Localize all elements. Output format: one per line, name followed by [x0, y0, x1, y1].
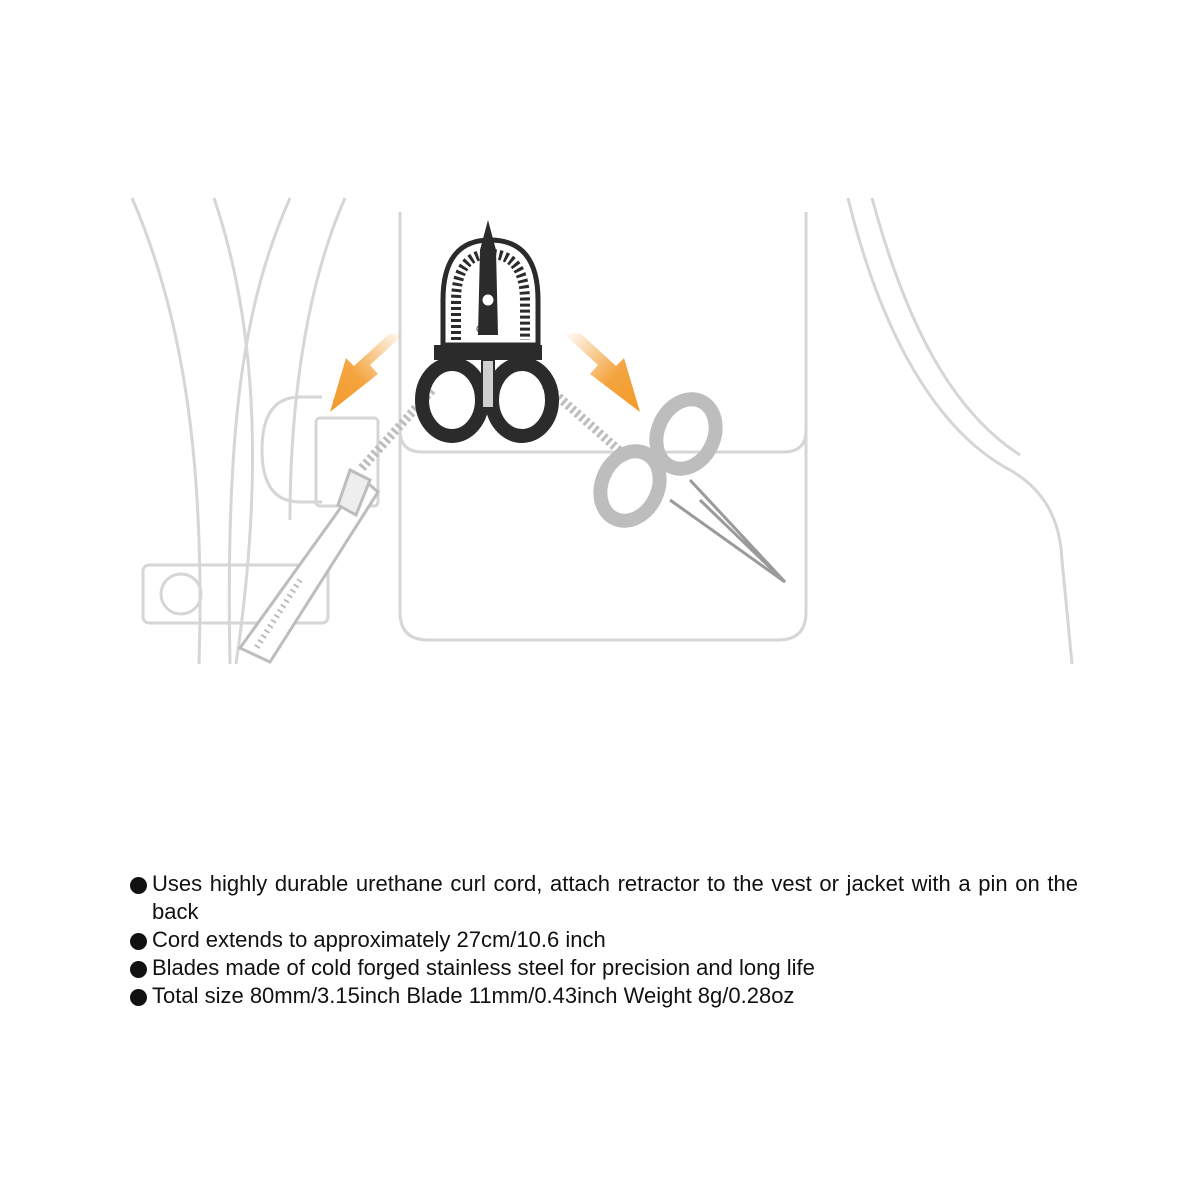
scissors-blade-2	[670, 500, 785, 582]
retractor-clip	[478, 220, 498, 335]
bullet-icon	[130, 877, 147, 894]
feature-item	[128, 870, 1078, 926]
arrow-left	[330, 333, 405, 412]
scissors-ring-bottom	[589, 442, 670, 531]
tab-button	[161, 574, 201, 614]
bullet-icon	[130, 989, 147, 1006]
open-scissors	[545, 385, 785, 582]
feature-item	[128, 954, 1078, 982]
feature-item	[128, 982, 1078, 1010]
bullet-icon	[130, 933, 147, 950]
feature-text: Cord extends to approximately 27cm/10.6 inch	[152, 927, 606, 952]
feature-list	[128, 870, 1078, 1010]
arrow-right	[563, 333, 640, 412]
vest-zipper-line	[214, 198, 253, 664]
vest-armhole-right	[848, 198, 1072, 664]
dark-ring-left	[422, 364, 482, 436]
feature-text: Total size 80mm/3.15inch Blade 11mm/0.43inch Weight 8g/0.28oz	[152, 983, 795, 1008]
retractor-tool	[240, 390, 432, 662]
retractor-logo: C&F	[476, 324, 494, 334]
dark-ring-right	[492, 364, 552, 436]
feature-text: Uses highly durable urethane curl cord, attach retractor to the vest or jacket with a pin on the back	[152, 871, 1078, 924]
retractor-pivot	[481, 293, 495, 307]
scissors-blade	[690, 480, 785, 582]
bullet-icon	[130, 961, 147, 978]
feature-text: Blades made of cold forged stainless steel for precision and long life	[152, 955, 815, 980]
feature-item	[128, 926, 1078, 954]
dark-scissors-stem	[482, 360, 494, 408]
retractor-scissors	[422, 220, 552, 436]
